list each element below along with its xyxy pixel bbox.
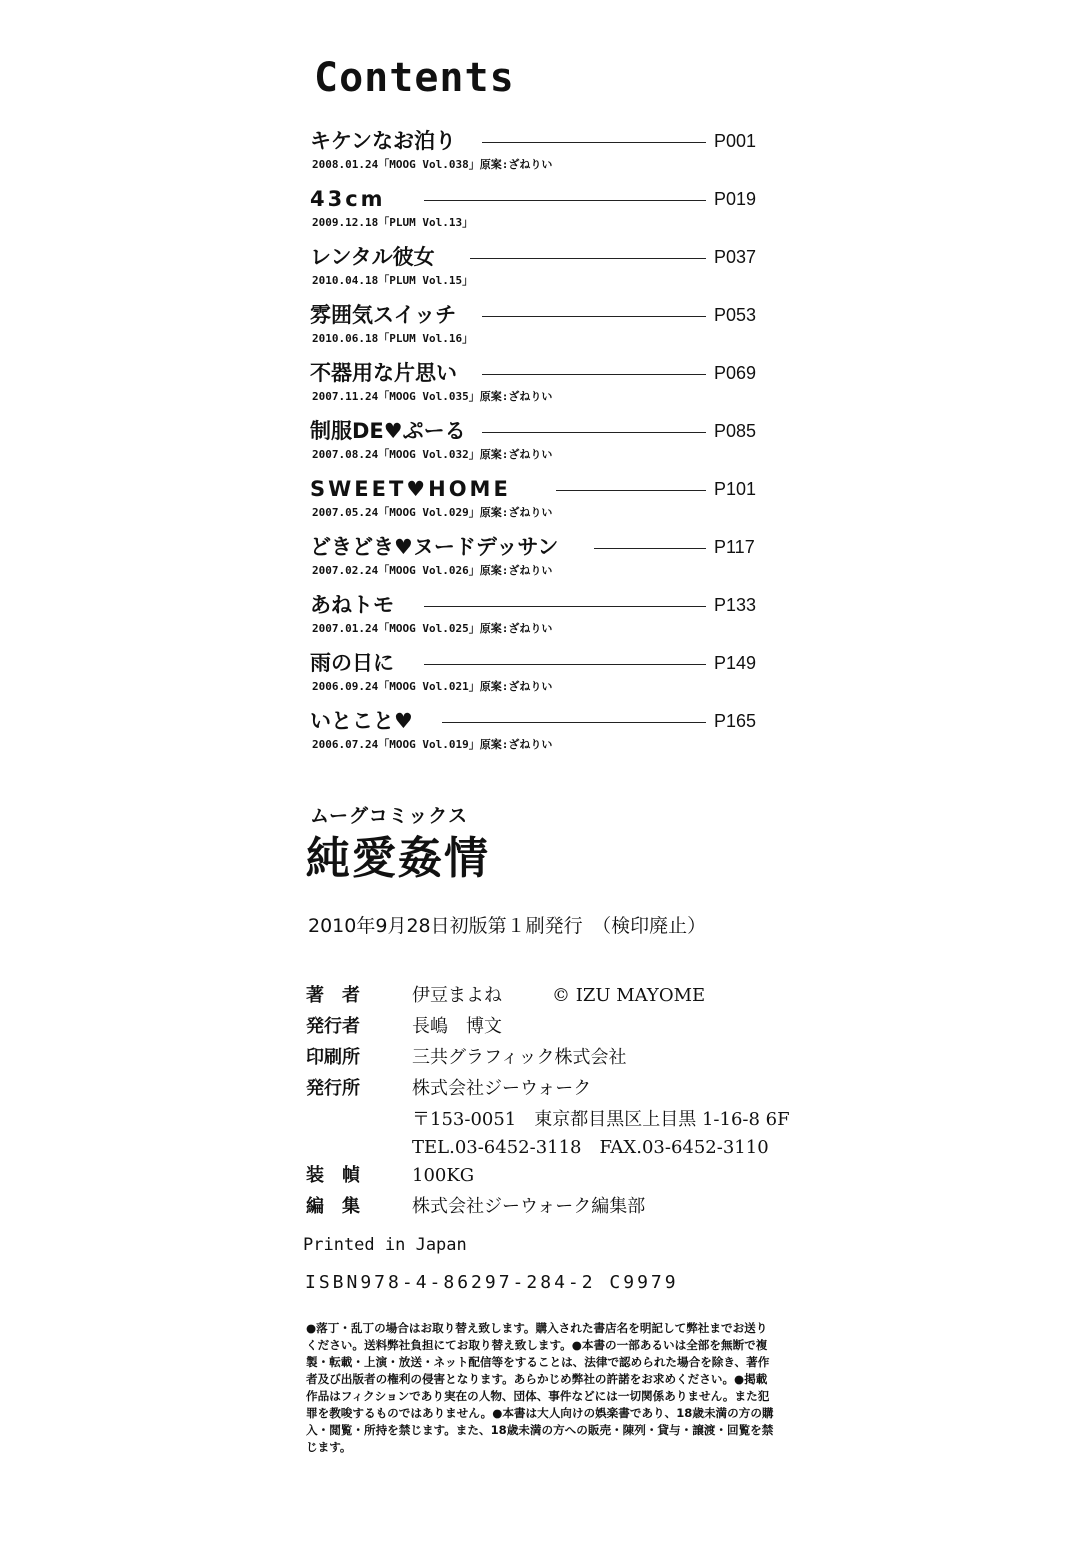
toc-entry-title: SWEET♥HOME (310, 477, 511, 501)
toc-entry-page: P085 (714, 421, 757, 441)
toc-entry-page: P165 (714, 711, 757, 731)
toc-entry-meta: 2006.07.24「MOOG Vol.019」原案:ざねりい (312, 738, 553, 751)
toc-entry-title: 43cm (310, 187, 386, 211)
printed-in-japan: Printed in Japan (303, 1235, 467, 1255)
toc-entry-title: どきどき♥ヌードデッサン (310, 535, 559, 559)
toc-entry-title: あねトモ (310, 593, 394, 617)
toc-entry-title: いとこと♥ (310, 709, 413, 733)
author-name: 伊豆まよね (412, 985, 502, 1006)
toc-leader-line (482, 142, 706, 143)
toc-entry (310, 476, 760, 534)
toc-entry-page: P133 (714, 595, 757, 615)
toc-entry (310, 360, 760, 418)
toc-leader-line (424, 606, 706, 607)
publisher-label: 発行所 (306, 1078, 360, 1099)
toc-entry-title: 不器用な片思い (310, 361, 457, 385)
toc-entry-title: 雰囲気スイッチ (310, 303, 457, 327)
toc-entry (310, 650, 760, 708)
toc-entry (310, 534, 760, 592)
editor-name: 株式会社ジーウォーク編集部 (412, 1196, 646, 1217)
toc-leader-line (594, 548, 706, 549)
toc-leader-line (442, 722, 706, 723)
publisher-person-name: 長嶋 博文 (412, 1016, 502, 1037)
toc-entry-page: P037 (714, 247, 757, 267)
toc-entry-page: P001 (714, 131, 757, 151)
toc-entry-meta: 2007.02.24「MOOG Vol.026」原案:ざねりい (312, 564, 553, 577)
toc-leader-line (424, 200, 706, 201)
toc-leader-line (556, 490, 706, 491)
toc-entry (310, 418, 760, 476)
toc-entry-meta: 2010.06.18「PLUM Vol.16」 (312, 332, 474, 345)
toc-entry-title: 雨の日に (310, 651, 394, 675)
toc-leader-line (424, 664, 706, 665)
printer-name: 三共グラフィック株式会社 (412, 1047, 627, 1068)
toc-entry (310, 128, 760, 186)
book-title: 純愛姦情 (306, 833, 490, 884)
publisher-name: 株式会社ジーウォーク (412, 1078, 592, 1099)
toc-leader-line (482, 374, 706, 375)
editor-label: 編 集 (306, 1196, 360, 1217)
legal-notice: ●落丁・乱丁の場合はお取り替え致します。購入された書店名を明記して弊社までお送りください。送料弊社負担にてお取り替え致します。●本書の一部あるいは全部を無断で複製・転載・上演・放送・ネット配信等をすることは、法律で認められた場合を除き、著作者及び出版者の権利の侵害となります。あらかじめ弊社の許諾をお求めください。●掲載作品はフィクションであり実在の人物、団体、事件などには一切関係ありません。また犯罪を教唆するものではありません。●本書は大人向けの娯楽書であり、18歳未満の方の購入・閲覧・所持を禁じます。また、18歳未満の方への販売・陳列・貸与・譲渡・回覧を禁じます。 (306, 1321, 774, 1454)
toc-entry-meta: 2007.11.24「MOOG Vol.035」原案:ざねりい (312, 390, 553, 403)
toc-entry-page: P117 (714, 537, 755, 557)
toc-entry-title: レンタル彼女 (310, 245, 435, 269)
toc-entry (310, 708, 760, 766)
toc-entry-page: P101 (714, 479, 757, 499)
toc-leader-line (470, 258, 706, 259)
toc-entry (310, 302, 760, 360)
toc-entry-page: P149 (714, 653, 757, 673)
isbn-code: ISBN978-4-86297-284-2 C9979 (305, 1272, 679, 1293)
series-label: ムーグコミックス (310, 805, 469, 827)
printer-label: 印刷所 (306, 1047, 360, 1068)
contents-heading: Contents (314, 55, 515, 101)
edition-line: 2010年9月28日初版第１刷発行 （検印廃止） (308, 915, 707, 937)
author-label: 著 者 (306, 985, 360, 1006)
design-name: 100KG (412, 1165, 475, 1186)
toc-entry-meta: 2008.01.24「MOOG Vol.038」原案:ざねりい (312, 158, 553, 171)
publisher-person-label: 発行者 (306, 1016, 360, 1037)
toc-entry (310, 244, 760, 302)
toc-entry-page: P069 (714, 363, 757, 383)
toc-leader-line (482, 316, 706, 317)
toc-entry (310, 592, 760, 650)
toc-entry-page: P019 (714, 189, 757, 209)
toc-entry-meta: 2006.09.24「MOOG Vol.021」原案:ざねりい (312, 680, 553, 693)
copyright-notice: © IZU MAYOME (552, 985, 706, 1006)
toc-entry-title: キケンなお泊り (310, 129, 456, 153)
publisher-phone-fax: TEL.03-6452-3118 FAX.03-6452-3110 (412, 1137, 769, 1158)
toc-entry (310, 186, 760, 244)
toc-entry-title: 制服DE♥ぷーる (310, 419, 466, 443)
toc-entry-meta: 2007.08.24「MOOG Vol.032」原案:ざねりい (312, 448, 553, 461)
design-label: 装 幀 (306, 1165, 360, 1186)
toc-entry-meta: 2007.05.24「MOOG Vol.029」原案:ざねりい (312, 506, 553, 519)
toc-entry-meta: 2009.12.18「PLUM Vol.13」 (312, 216, 474, 229)
toc-leader-line (482, 432, 706, 433)
toc-entry-meta: 2010.04.18「PLUM Vol.15」 (312, 274, 474, 287)
toc-entry-page: P053 (714, 305, 757, 325)
publisher-address: 〒153-0051 東京都目黒区上目黒 1-16-8 6F (412, 1109, 790, 1130)
toc-entry-meta: 2007.01.24「MOOG Vol.025」原案:ざねりい (312, 622, 553, 635)
